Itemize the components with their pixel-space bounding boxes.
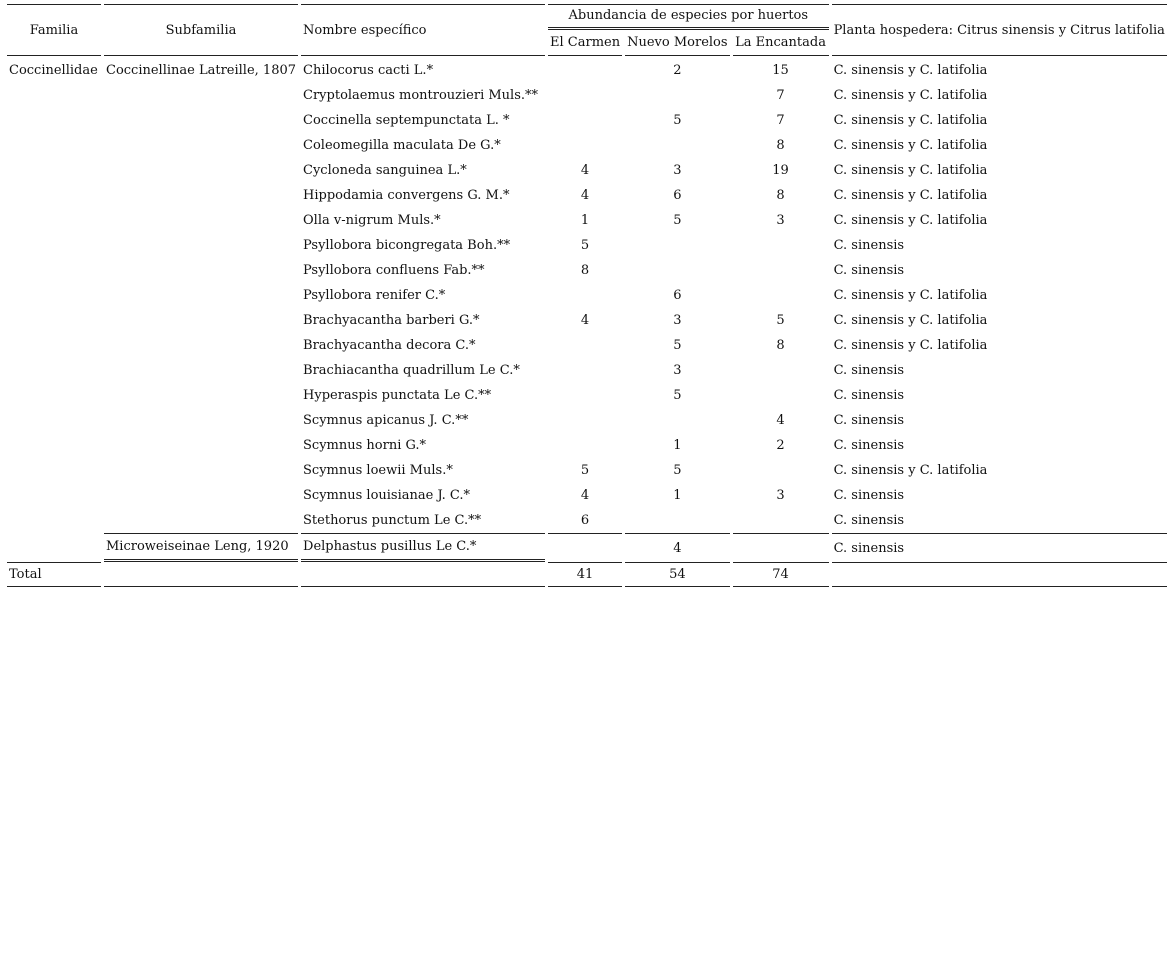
count-el-carmen: 4 bbox=[580, 188, 590, 203]
species-name: Hippodamia convergens G. M.* bbox=[303, 188, 510, 203]
species-name: Scymnus horni G.* bbox=[303, 438, 427, 453]
total-empty-subfamilia bbox=[104, 562, 298, 587]
table-row bbox=[7, 433, 1167, 458]
table-row bbox=[7, 233, 1167, 258]
subfamilia-cell bbox=[104, 183, 298, 208]
host-plant: C. sinensis bbox=[832, 533, 1167, 562]
table-row bbox=[7, 533, 1167, 562]
count-nuevo-morelos: 3 bbox=[673, 163, 682, 178]
familia-cell bbox=[7, 208, 101, 233]
table-row bbox=[7, 208, 1167, 233]
count-la-encantada: 8 bbox=[776, 188, 785, 203]
table-row bbox=[7, 108, 1167, 133]
table-row bbox=[7, 258, 1167, 283]
familia-cell bbox=[7, 308, 101, 333]
count-nuevo-morelos: 4 bbox=[625, 533, 729, 562]
familia-cell: Coccinellidae bbox=[9, 63, 98, 78]
subfamilia-cell bbox=[104, 258, 298, 283]
count-la-encantada: 7 bbox=[776, 113, 785, 128]
count-el-carmen: 4 bbox=[580, 313, 590, 328]
table-body bbox=[7, 56, 1167, 587]
host-plant: C. sinensis bbox=[833, 488, 905, 503]
host-plant: C. sinensis y C. latifolia bbox=[833, 338, 988, 353]
count-el-carmen bbox=[548, 358, 622, 383]
species-name: Delphastus pusillus Le C.* bbox=[301, 533, 545, 562]
species-name: Psyllobora renifer C.* bbox=[303, 288, 446, 303]
host-plant: C. sinensis bbox=[833, 513, 905, 528]
subfamilia-cell: Coccinellinae Latreille, 1807 bbox=[106, 63, 297, 78]
familia-cell bbox=[7, 508, 101, 533]
subfamilia-cell bbox=[104, 508, 298, 533]
count-el-carmen: 5 bbox=[580, 463, 590, 478]
table-row bbox=[7, 333, 1167, 358]
subfamilia-cell bbox=[104, 108, 298, 133]
species-name: Brachiacantha quadrillum Le C.* bbox=[303, 363, 520, 378]
count-el-carmen bbox=[548, 56, 622, 83]
count-la-encantada: 19 bbox=[772, 163, 789, 178]
count-la-encantada: 2 bbox=[776, 438, 785, 453]
subfamilia-cell bbox=[104, 433, 298, 458]
count-el-carmen: 4 bbox=[580, 163, 590, 178]
count-nuevo-morelos: 2 bbox=[673, 63, 682, 78]
count-nuevo-morelos: 6 bbox=[673, 288, 682, 303]
count-el-carmen: 6 bbox=[580, 513, 590, 528]
familia-cell bbox=[7, 408, 101, 433]
header-el-carmen: El Carmen bbox=[548, 30, 622, 56]
count-nuevo-morelos bbox=[625, 133, 729, 158]
familia-cell bbox=[7, 283, 101, 308]
count-la-encantada: 8 bbox=[776, 138, 785, 153]
header-planta: Planta hospedera: Citrus sinensis y Citrus latifolia bbox=[832, 4, 1167, 56]
count-la-encantada bbox=[733, 508, 829, 533]
count-nuevo-morelos: 3 bbox=[673, 363, 682, 378]
familia-cell bbox=[7, 83, 101, 108]
count-nuevo-morelos bbox=[625, 258, 729, 283]
count-nuevo-morelos: 6 bbox=[673, 188, 682, 203]
count-nuevo-morelos: 5 bbox=[673, 338, 682, 353]
header-subfamilia: Subfamilia bbox=[104, 4, 298, 56]
species-name: Coleomegilla maculata De G.* bbox=[303, 138, 501, 153]
familia-cell bbox=[7, 333, 101, 358]
table-row bbox=[7, 56, 1167, 83]
count-el-carmen bbox=[548, 408, 622, 433]
count-nuevo-morelos: 5 bbox=[673, 213, 682, 228]
species-name: Scymnus louisianae J. C.* bbox=[303, 488, 471, 503]
count-la-encantada: 5 bbox=[776, 313, 785, 328]
count-nuevo-morelos: 5 bbox=[673, 463, 682, 478]
host-plant: C. sinensis y C. latifolia bbox=[833, 213, 988, 228]
subfamilia-cell bbox=[104, 83, 298, 108]
count-el-carmen bbox=[548, 108, 622, 133]
host-plant: C. sinensis bbox=[833, 263, 905, 278]
header-nombre: Nombre específico bbox=[301, 4, 545, 56]
count-la-encantada bbox=[733, 533, 829, 562]
count-el-carmen bbox=[548, 383, 622, 408]
count-el-carmen: 1 bbox=[580, 213, 590, 228]
count-nuevo-morelos: 5 bbox=[673, 388, 682, 403]
subfamilia-cell bbox=[104, 383, 298, 408]
table-row bbox=[7, 308, 1167, 333]
count-el-carmen bbox=[548, 433, 622, 458]
familia-cell bbox=[7, 358, 101, 383]
subfamilia-cell: Microweiseinae Leng, 1920 bbox=[104, 533, 298, 562]
total-la-encantada: 74 bbox=[733, 562, 829, 587]
species-name: Scymnus apicanus J. C.** bbox=[303, 413, 469, 428]
table-row bbox=[7, 283, 1167, 308]
familia-cell bbox=[7, 483, 101, 508]
count-el-carmen bbox=[548, 83, 622, 108]
host-plant: C. sinensis y C. latifolia bbox=[833, 138, 988, 153]
table-row bbox=[7, 133, 1167, 158]
table-row bbox=[7, 183, 1167, 208]
table-row bbox=[7, 508, 1167, 533]
total-nuevo-morelos: 54 bbox=[625, 562, 729, 587]
table-row bbox=[7, 383, 1167, 408]
species-name: Coccinella septempunctata L. * bbox=[303, 113, 510, 128]
count-nuevo-morelos: 3 bbox=[673, 313, 682, 328]
count-el-carmen bbox=[548, 533, 622, 562]
count-la-encantada: 4 bbox=[776, 413, 785, 428]
count-la-encantada bbox=[733, 283, 829, 308]
subfamilia-cell bbox=[104, 358, 298, 383]
header-la-encantada: La Encantada bbox=[733, 30, 829, 56]
species-name: Cycloneda sanguinea L.* bbox=[303, 163, 467, 178]
count-la-encantada bbox=[733, 383, 829, 408]
count-la-encantada bbox=[733, 258, 829, 283]
host-plant: C. sinensis y C. latifolia bbox=[833, 313, 988, 328]
species-name: Psyllobora bicongregata Boh.** bbox=[303, 238, 511, 253]
total-empty-nombre bbox=[301, 562, 545, 587]
count-nuevo-morelos: 1 bbox=[673, 488, 682, 503]
subfamilia-cell bbox=[104, 133, 298, 158]
subfamilia-cell bbox=[104, 483, 298, 508]
count-la-encantada: 3 bbox=[776, 488, 785, 503]
host-plant: C. sinensis bbox=[833, 438, 905, 453]
table-row bbox=[7, 158, 1167, 183]
host-plant: C. sinensis y C. latifolia bbox=[833, 188, 988, 203]
subfamilia-cell bbox=[104, 233, 298, 258]
familia-cell bbox=[7, 533, 101, 562]
host-plant: C. sinensis y C. latifolia bbox=[833, 163, 988, 178]
familia-cell bbox=[7, 433, 101, 458]
species-table bbox=[4, 4, 1170, 587]
table-row bbox=[7, 458, 1167, 483]
species-name: Chilocorus cacti L.* bbox=[303, 63, 434, 78]
host-plant: C. sinensis y C. latifolia bbox=[833, 63, 988, 78]
count-nuevo-morelos bbox=[625, 83, 729, 108]
count-la-encantada bbox=[733, 458, 829, 483]
host-plant: C. sinensis y C. latifolia bbox=[833, 288, 988, 303]
subfamilia-cell bbox=[104, 208, 298, 233]
species-name: Hyperaspis punctata Le C.** bbox=[303, 388, 492, 403]
species-name: Cryptolaemus montrouzieri Muls.** bbox=[303, 88, 539, 103]
host-plant: C. sinensis bbox=[833, 388, 905, 403]
header-familia: Familia bbox=[7, 4, 101, 56]
count-el-carmen: 5 bbox=[580, 238, 590, 253]
table-row bbox=[7, 83, 1167, 108]
count-la-encantada: 15 bbox=[772, 63, 789, 78]
subfamilia-cell bbox=[104, 333, 298, 358]
species-name: Brachyacantha barberi G.* bbox=[303, 313, 480, 328]
subfamilia-cell bbox=[104, 408, 298, 433]
subfamilia-cell bbox=[104, 283, 298, 308]
count-el-carmen bbox=[548, 333, 622, 358]
host-plant: C. sinensis y C. latifolia bbox=[833, 113, 988, 128]
familia-cell bbox=[7, 108, 101, 133]
count-la-encantada bbox=[733, 358, 829, 383]
familia-cell bbox=[7, 458, 101, 483]
total-el-carmen: 41 bbox=[548, 562, 622, 587]
host-plant: C. sinensis bbox=[833, 238, 905, 253]
total-row bbox=[7, 562, 1167, 587]
host-plant: C. sinensis y C. latifolia bbox=[833, 463, 988, 478]
host-plant: C. sinensis bbox=[833, 413, 905, 428]
familia-cell bbox=[7, 133, 101, 158]
host-plant: C. sinensis y C. latifolia bbox=[833, 88, 988, 103]
count-nuevo-morelos: 1 bbox=[673, 438, 682, 453]
species-name: Scymnus loewii Muls.* bbox=[303, 463, 453, 478]
count-la-encantada: 7 bbox=[776, 88, 785, 103]
species-name: Olla v-nigrum Muls.* bbox=[303, 213, 441, 228]
familia-cell bbox=[7, 233, 101, 258]
count-el-carmen: 4 bbox=[580, 488, 590, 503]
table-row bbox=[7, 358, 1167, 383]
count-nuevo-morelos bbox=[625, 408, 729, 433]
count-nuevo-morelos bbox=[625, 233, 729, 258]
familia-cell bbox=[7, 383, 101, 408]
count-la-encantada: 8 bbox=[776, 338, 785, 353]
table-row bbox=[7, 483, 1167, 508]
count-la-encantada bbox=[733, 233, 829, 258]
subfamilia-cell bbox=[104, 458, 298, 483]
count-el-carmen: 8 bbox=[580, 263, 590, 278]
header-nuevo-morelos: Nuevo Morelos bbox=[625, 30, 729, 56]
count-nuevo-morelos: 5 bbox=[673, 113, 682, 128]
header-abundancia: Abundancia de especies por huertos bbox=[548, 4, 829, 30]
subfamilia-cell bbox=[104, 308, 298, 333]
count-nuevo-morelos bbox=[625, 508, 729, 533]
familia-cell bbox=[7, 158, 101, 183]
count-el-carmen bbox=[548, 283, 622, 308]
species-name: Brachyacantha decora C.* bbox=[303, 338, 476, 353]
familia-cell bbox=[7, 183, 101, 208]
species-name: Psyllobora confluens Fab.** bbox=[303, 263, 485, 278]
total-label: Total bbox=[7, 562, 101, 587]
total-empty-host bbox=[832, 562, 1167, 587]
table-row bbox=[7, 408, 1167, 433]
count-la-encantada: 3 bbox=[776, 213, 785, 228]
familia-cell bbox=[7, 258, 101, 283]
subfamilia-cell bbox=[104, 158, 298, 183]
count-el-carmen bbox=[548, 133, 622, 158]
host-plant: C. sinensis bbox=[833, 363, 905, 378]
species-name: Stethorus punctum Le C.** bbox=[303, 513, 482, 528]
